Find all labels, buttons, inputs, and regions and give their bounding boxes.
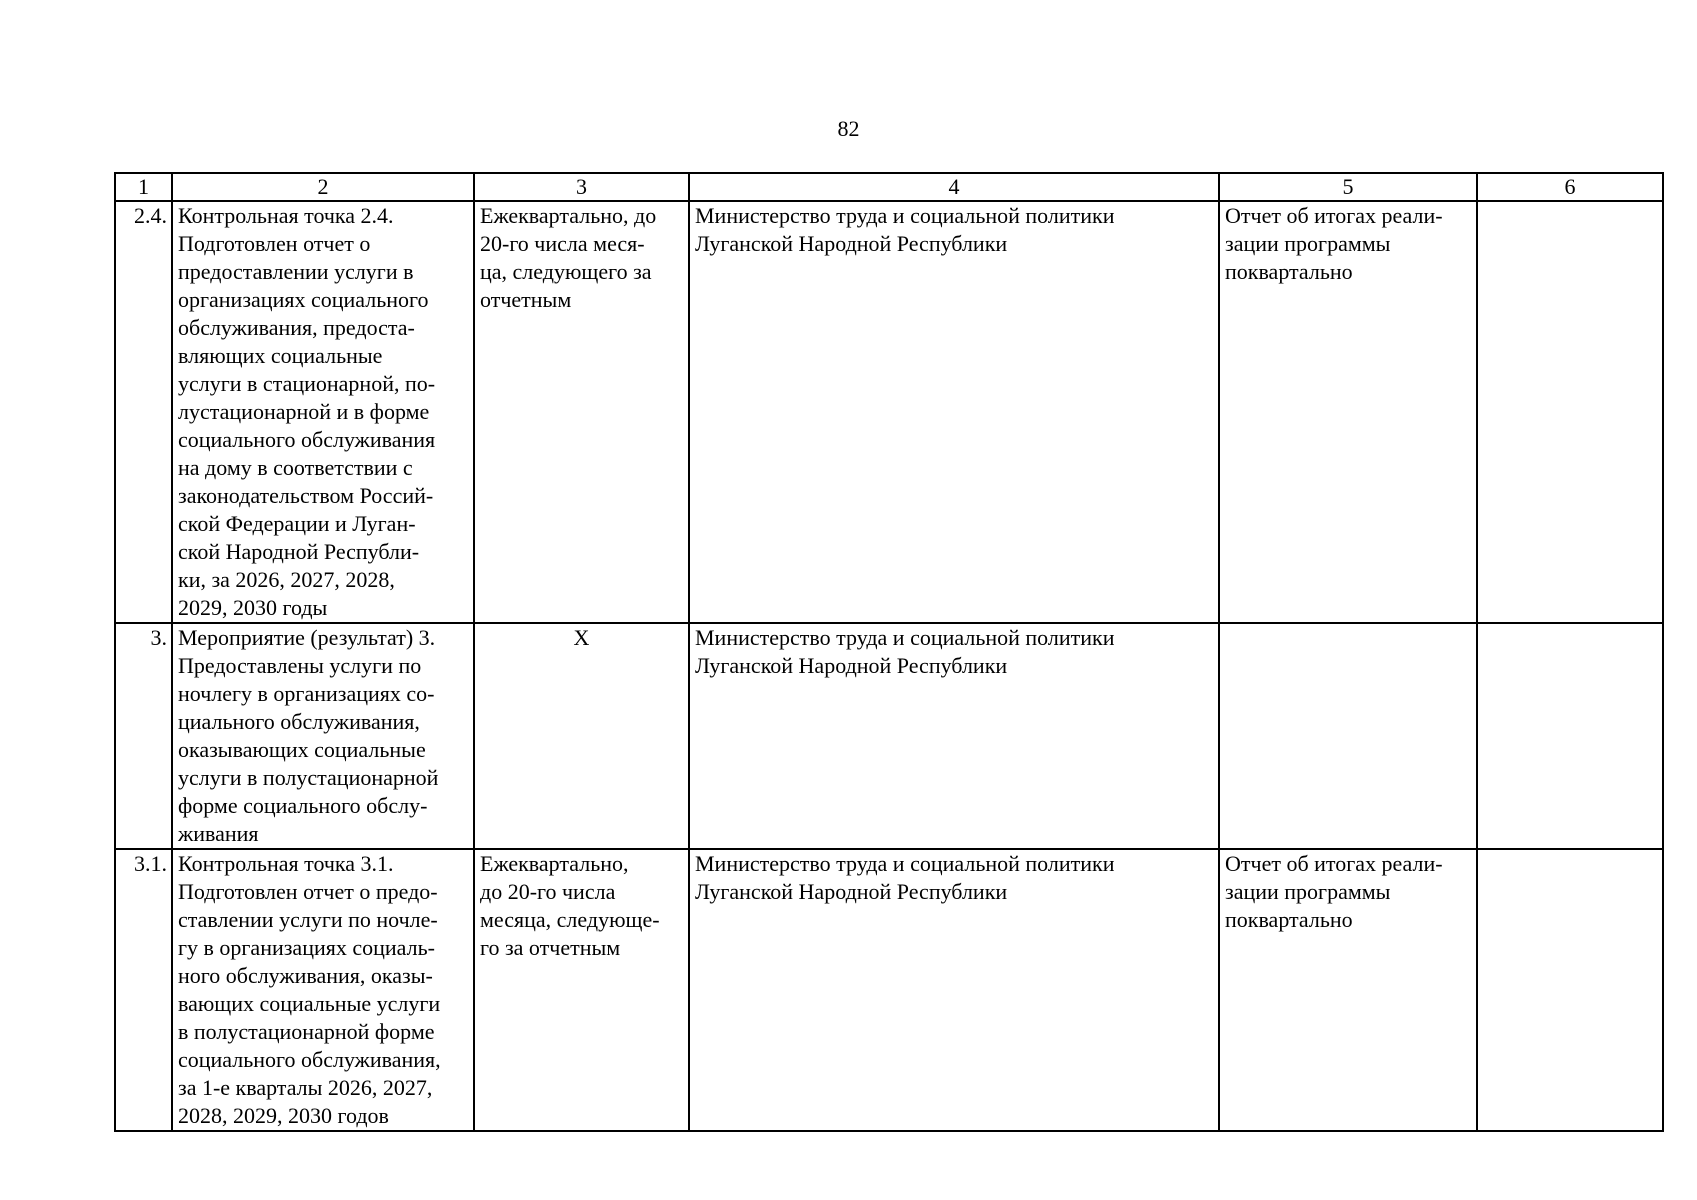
row-document: Отчет об итогах реали- зации программы поквартально [1219, 201, 1477, 623]
row-number: 2.4. [115, 201, 172, 623]
row-col6 [1477, 849, 1663, 1131]
row-number: 3.1. [115, 849, 172, 1131]
row-deadline: Х [474, 623, 689, 849]
measures-table [114, 172, 1664, 1132]
row-name: Контрольная точка 2.4. Подготовлен отчет о предоставлении услуги в организациях социального обслуживания, предоста- вляющих социальные услуги в стационарной, по- лустационарной и в форме социального обслуживания на дому в соответствии с законодательством Россий- ской Федерации и Луган- ской Народной Республи- ки, за 2026, 2027, 2028, 2029, 2030 годы [172, 201, 474, 623]
table-header-row [115, 173, 1663, 201]
row-responsible: Министерство труда и социальной политики Луганской Народной Республики [689, 201, 1219, 623]
column-header-2: 2 [172, 173, 474, 201]
row-responsible: Министерство труда и социальной политики Луганской Народной Республики [689, 849, 1219, 1131]
column-header-4: 4 [689, 173, 1219, 201]
row-document: Отчет об итогах реали- зации программы поквартально [1219, 849, 1477, 1131]
row-deadline: Ежеквартально, до 20-го числа месяца, следующе- го за отчетным [474, 849, 689, 1131]
row-name: Контрольная точка 3.1. Подготовлен отчет о предо- ставлении услуги по ночле- гу в организациях социаль- ного обслуживания, оказы- вающих социальные услуги в полустационарной форме социального обслуживания, за 1-е кварталы 2026, 2027, 2028, 2029, 2030 годов [172, 849, 474, 1131]
column-header-1: 1 [115, 173, 172, 201]
row-col6 [1477, 201, 1663, 623]
table-row [115, 849, 1663, 1131]
page-number: 82 [837, 116, 860, 141]
column-header-6: 6 [1477, 173, 1663, 201]
column-header-3: 3 [474, 173, 689, 201]
row-document [1219, 623, 1477, 849]
column-header-5: 5 [1219, 173, 1477, 201]
row-name: Мероприятие (результат) 3. Предоставлены услуги по ночлегу в организациях со- циального обслуживания, оказывающих социальные услуги в полустационарной форме социального обслу- живания [172, 623, 474, 849]
table-row [115, 623, 1663, 849]
row-responsible: Министерство труда и социальной политики Луганской Народной Республики [689, 623, 1219, 849]
table-row [115, 201, 1663, 623]
row-deadline: Ежеквартально, до 20-го числа меся- ца, следующего за отчетным [474, 201, 689, 623]
row-number: 3. [115, 623, 172, 849]
row-col6 [1477, 623, 1663, 849]
